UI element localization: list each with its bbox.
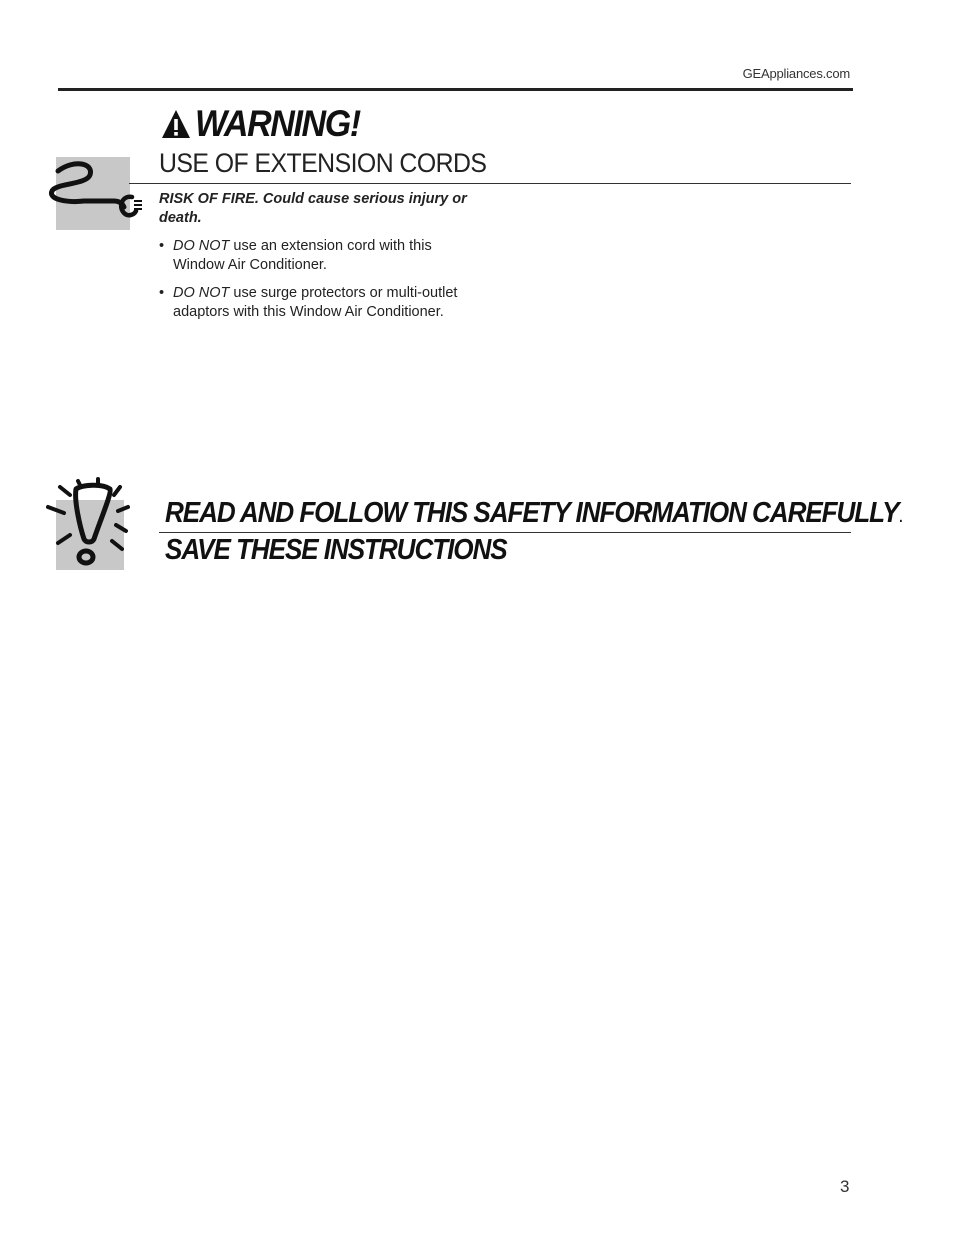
top-divider xyxy=(58,88,853,91)
list-item xyxy=(159,284,489,322)
safety-heading-text: READ AND FOLLOW THIS SAFETY INFORMATION CAREFULLY xyxy=(165,497,899,529)
safety-heading xyxy=(165,497,902,530)
bullet-marker: • xyxy=(159,238,165,254)
save-instructions-heading: SAVE THESE INSTRUCTIONS xyxy=(165,534,507,566)
extension-cord-icon xyxy=(44,157,144,231)
warning-title: WARNING! xyxy=(195,103,360,144)
safety-heading-period: . xyxy=(898,505,903,527)
section-divider xyxy=(129,183,851,184)
bullet-text-continued: Window Air Conditioner. xyxy=(173,257,327,273)
section-title-extension-cords: USE OF EXTENSION CORDS xyxy=(159,148,487,178)
exclamation-icon xyxy=(42,477,132,573)
warning-triangle-icon xyxy=(160,108,192,140)
safety-divider xyxy=(159,532,851,533)
do-not-emphasis: DO NOT xyxy=(173,238,230,254)
bullet-text: use an extension cord with this xyxy=(229,238,432,254)
list-item xyxy=(159,237,489,275)
risk-statement: RISK OF FIRE. Could cause serious injury or death. xyxy=(159,191,467,226)
page-number: 3 xyxy=(840,1177,850,1196)
warning-heading xyxy=(160,102,374,146)
bullet-text-continued: adaptors with this Window Air Conditioner. xyxy=(173,304,444,320)
bullet-text: use surge protectors or multi-outlet xyxy=(229,285,458,301)
do-not-emphasis: DO NOT xyxy=(173,285,230,301)
bullet-marker: • xyxy=(159,285,165,301)
site-url: GEAppliances.com xyxy=(742,66,850,81)
